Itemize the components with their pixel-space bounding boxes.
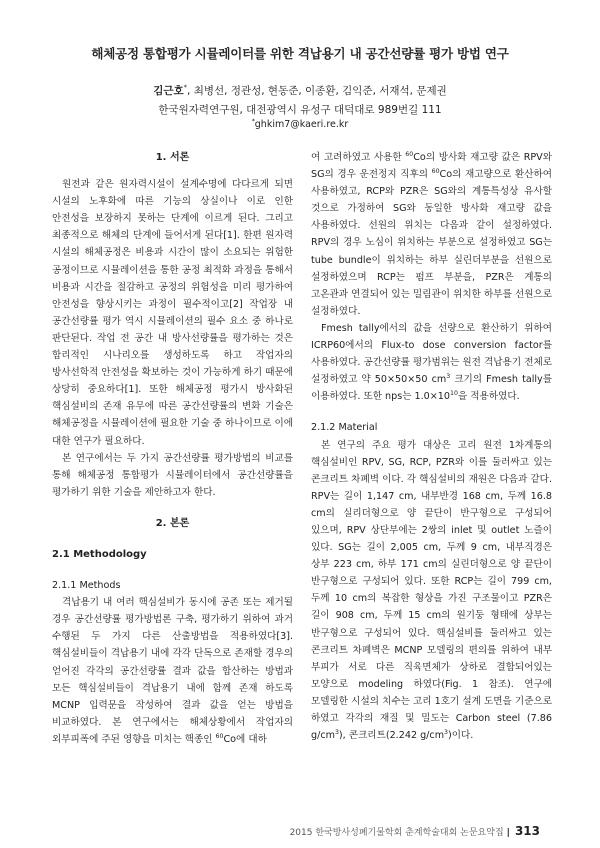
density-exp-1: 3 xyxy=(334,728,339,736)
material-paragraph-1 xyxy=(311,437,552,745)
methods-text-b: 에 대하 xyxy=(236,733,267,745)
author-list xyxy=(0,83,600,98)
material-text-b: ), 콘크리트(2.242 g/cm xyxy=(338,730,445,742)
fmesh-text-c: 을 적용하였다. xyxy=(457,391,520,403)
methods-text-a: 격납용기 내 여러 핵심설비가 동시에 공존 또는 제거될 경우 공간선량률 평가방법론 구축, 평가하기 위하여 과거 수행된 두 가지 다른 산출방법을 적용하였다[3]. 핵심설비들이 격납용기 내에 각각 단독으로 존재할 경우의 얻어진 각각의 공간선량률 결과 값을 합산하는 방법과 모든 핵심설비들이 격납용기 내에 함께 존재 하도록 MCNP 입력문을 작성하여 결과 값을 얻는 방법을 비교하였다. 본 연구에서는 해체상황에서 작업자의 외부피폭에 주된 영향을 미치는 핵종인 xyxy=(52,597,293,745)
material-text-a: 본 연구의 주요 평가 대상은 고리 원전 1차계통의 핵심설비인 RPV, SG, RCP, PZR와 이를 둘러싸고 있는 콘크리트 차폐벽 이다. 각 핵심설비의 재원은 다음과 같다. RPV는 길이 1,147 cm, 내부반경 168 cm, 두께 16.8 cm의 실리더형으로 양 끝단이 반구형으로 구성되어 있으며, RPV 상단부에는 2쌍의 inlet 및 outlet 노즐이 있다. SG는 길이 2,005 cm, 두께 9 cm, 내부직경은 상부 223 cm, 하부 171 cm의 실린더형으로 양 끝단이 반구형으로 구성되어 있다. 또한 RCP는 길이 799 cm, 두께 10 cm의 복잡한 형상을 가진 구조물이고 PZR은 길이 908 cm, 두께 15 cm의 원기둥 형태에 상부는 반구형으로 구성되어 있다. 핵심설비를 둘러싸고 있는 콘크리트 차폐벽은 MCNP 모델링의 편의를 위하여 내부 부피가 서로 다른 직육면체가 상하로 결합되어있는 모양으로 modeling 하였다(Fig. 1 참조). 연구에 모델링한 시설의 치수는 고리 1호기 설계 도면을 기준으로 하였고 각각의 재질 및 밀도는 Carbon steel (7.86 g/cm xyxy=(311,439,552,742)
intro-paragraph-1: 원전과 같은 원자력시설이 설계수명에 다다르게 되면 시설의 노후화에 따른 기능의 상실이나 이로 인한 안전성을 보장하지 못하는 단계에 이르게 된다. 그리고 최종적으로 해체의 단계에 들어서게 된다[1]. 한편 원자력 시설의 해체공정은 비용과 시간이 많이 소요되는 위험한 공정이므로 시뮬레이션을 통한 공정 최적화 과정을 통해서 비용과 시간을 절감하고 공정의 위험성을 미리 평가하여 안전성을 향상시키는 과정이 필수적이고[2] 작업장 내 공간선량률 평가 역시 시뮬레이션의 필수 요소 중 하나로 판단된다. 작업 전 공간 내 방사선량률을 평가하는 것은 합리적인 시나리오를 생성하도록 하고 작업자의 방사선학적 안전성을 확보하는 것이 가능하게 하기 때문에 상당히 중요하다[1]. 또한 해체공정 평가시 방사화된 핵심설비의 존재 유무에 따른 공간선량률의 변화 기술은 해체공정을 시뮬레이션에 필요한 기술 중 하나이므로 이에 대한 연구가 필요하다. xyxy=(52,179,293,447)
methods-paragraph-1 xyxy=(52,594,293,748)
cm-cube-exp: 3 xyxy=(446,373,451,381)
material-text-c: )이다. xyxy=(448,730,474,742)
subsubsection-heading-methods: 2.1.1 Methods xyxy=(52,580,121,592)
corresponding-email xyxy=(0,119,600,130)
nps-exp: 10 xyxy=(450,390,458,398)
section-heading-body: 2. 본론 xyxy=(155,517,190,529)
subsubsection-heading-material: 2.1.2 Material xyxy=(311,422,378,434)
intro-paragraph-2: 본 연구에서는 두 가지 공간선량률 평가방법의 비교를 통해 해체공정 통합평가 시뮬레이터에서 공간선량률을 평가하기 위한 기술을 제안하고자 한다. xyxy=(52,452,293,498)
density-exp-2: 3 xyxy=(444,728,449,736)
isotope-element: Co xyxy=(223,733,237,745)
methods-paragraph-1-cont: 여 고려하였고 사용한 $^{60}$Co의 방사화 재고량 값은 RPV와 SG의 경우 운전정지 직후의 $^{60}$Co의 재고량으로 환산하여 사용하였고, RCP와 PZR은 SG와의 계통특성상 유사할 것으로 가정하여 SG와 동일한 방사화 재고량 값을 사용하였다. 선원의 위치는 다음과 같이 설정하였다. RPV의 경우 노심이 위치하는 부분으로 설정하였고 SG는 tube bundle이 위치하는 하부 실린더부분을 선원으로 설정하였으며 RCP는 펌프 부분을, PZR은 계통의 고온관과 연결되어 있는 밀림관이 위치한 하부를 선원으로 설정하였다. xyxy=(311,150,553,317)
affiliation: 한국원자력연구원, 대전광역시 유성구 대덕대로 989번길 111 xyxy=(158,104,442,116)
methods-paragraph-2 xyxy=(311,320,552,405)
journal-name: 2015 한국방사성폐기물학회 춘계학술대회 논문요약집 xyxy=(289,828,504,838)
right-column xyxy=(311,149,552,744)
isotope-mass-3: 60 xyxy=(431,167,440,175)
footer-separator: | xyxy=(506,828,510,838)
co-authors: , 최병선, 정관성, 현동준, 이종환, 김익준, 서재석, 문제권 xyxy=(187,85,447,97)
subsection-heading-methodology: 2.1 Methodology xyxy=(52,548,147,560)
isotope-mass: 60 xyxy=(215,732,224,740)
fmesh-text-a: Fmesh tally에서의 값을 선량으로 환산하기 위하여 ICRP60에서의 Flux-to dose conversion factor를 사용하였다. 공간선량률 평가범위는 원전 격납용기 전체로 설정하였고 약 50×50×50 cm xyxy=(311,322,552,386)
fmesh-text-b: 크기의 Fmesh tally를 이용하였다. 또한 nps는 1.0×10 xyxy=(311,374,553,403)
isotope-element-3: Co xyxy=(439,169,453,181)
isotope-element-2: Co xyxy=(413,152,426,163)
methods-text-d: 의 재고량으로 환산하여 사용하였고, RCP와 PZR은 SG와의 계통특성상 유사할 것으로 가정하여 SG와 동일한 방사화 재고량 값을 사용하였다. 선원의 위치는 다음과 같이 설정하였다. RPV의 경우 노심이 위치하는 부분으로 설정하였고 SG는 tube bundle이 위치하는 하부 실린더부분을 선원으로 설정하였으며 RCP는 펌프 부분을, PZR은 계통의 고온관과 연결되어 있는 밀림관이 위치한 하부를 선원으로 설정하였다. xyxy=(311,169,552,317)
page-number: 313 xyxy=(514,824,540,838)
corresponding-mark: * xyxy=(183,83,188,92)
methods-text-c: 의 방사화 재고량 값은 RPV와 SG의 경우 운전정지 직후의 xyxy=(311,152,553,181)
paper-title: 해체공정 통합평가 시뮬레이터를 위한 격납용기 내 공간선량률 평가 방법 연구 xyxy=(91,46,509,61)
email-mark: * xyxy=(251,117,255,125)
lead-author: 김근호 xyxy=(153,85,184,97)
email-address: ghkim7@kaeri.re.kr xyxy=(254,119,349,130)
section-heading-intro: 1. 서론 xyxy=(155,152,190,163)
isotope-mass-2: 60 xyxy=(405,150,414,158)
left-column xyxy=(52,149,293,748)
page-footer xyxy=(290,824,540,838)
